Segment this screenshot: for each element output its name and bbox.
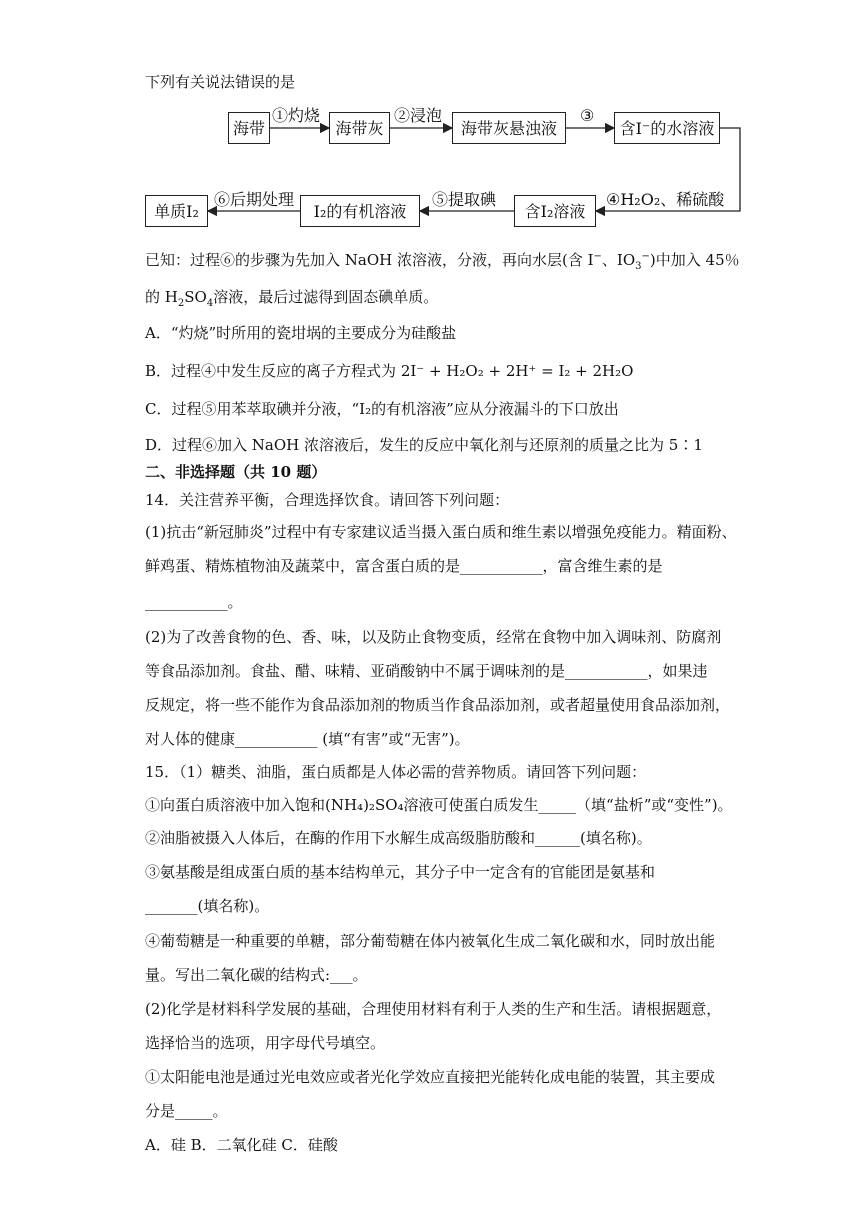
q14-line-2: 鲜鸡蛋、精炼植物油及蔬菜中，富含蛋白质的是___________，富含维生素的是 <box>145 557 663 575</box>
flow-box-ash: 海带灰 <box>329 112 390 144</box>
q15-stem: 15．（1）糖类、油脂，蛋白质都是人体必需的营养物质。请回答下列问题： <box>145 763 647 781</box>
q14-line-1: (1)抗击“新冠肺炎”过程中有专家建议适当摄入蛋白质和维生素以增强免疫能力。精面粉、 <box>145 523 737 541</box>
flow-box-seaweed: 海带 <box>228 112 270 144</box>
option-a: A．“灼烧”时所用的瓷坩埚的主要成分为硅酸盐 <box>145 324 457 342</box>
intro-text: 下列有关说法错误的是 <box>145 73 296 91</box>
q14-line-4: (2)为了改善食物的色、香、味，以及防止食物变质，经常在食物中加入调味剂、防腐剂 <box>145 628 722 646</box>
flow-box-organic-solution: I₂的有机溶液 <box>300 195 420 227</box>
q15-line-4: _______(填名称)。 <box>145 897 270 915</box>
q15-line-9: ①太阳能电池是通过光电效应或者光化学效应直接把光能转化成电能的装置，其主要成 <box>145 1068 716 1086</box>
q15-line-8: 选择恰当的选项，用字母代号填空。 <box>145 1034 386 1052</box>
q15-line-7: (2)化学是材料科学发展的基础，合理使用材料有利于人类的生产和生活。请根据题意， <box>145 1000 722 1018</box>
step-1-label: ①灼烧 <box>272 106 321 125</box>
known-line-1: 已知：过程⑥的步骤为先加入 NaOH 浓溶液，分液，再向水层(含 I−、$IO_3^-$)中加入 45％ <box>145 251 740 272</box>
q15-line-6: 量。写出二氧化碳的结构式:___。 <box>145 966 368 984</box>
q15-line-2: ②油脂被摄入人体后，在酶的作用下水解生成高级脂肪酸和______(填名称)。 <box>145 829 652 847</box>
q14-line-6: 反规定，将一些不能作为食品添加剂的物质当作食品添加剂，或者超量使用食品添加剂， <box>145 696 731 714</box>
q14-line-7: 对人体的健康___________ (填“有害”或“无害”)。 <box>145 730 470 748</box>
step-4-label: ④H₂O₂、稀硫酸 <box>606 190 725 209</box>
q15-line-1: ①向蛋白质溶液中加入饱和(NH₄)₂SO₄溶液可使蛋白质发生_____（填“盐析”或“变性”)。 <box>145 796 733 814</box>
section-heading: 二、非选择题（共 10 题） <box>145 463 327 481</box>
q15-line-3: ③氨基酸是组成蛋白质的基本结构单元，其分子中一定含有的官能团是氨基和 <box>145 863 656 881</box>
option-d: D．过程⑥加入 NaOH 浓溶液后，发生的反应中氧化剂与还原剂的质量之比为 5∶1 <box>145 436 703 454</box>
step-3-label: ③ <box>580 106 595 125</box>
q15-line-10: 分是_____。 <box>145 1102 228 1120</box>
option-b: B．过程④中发生反应的离子方程式为 2I⁻ + H₂O₂ + 2H⁺ = I₂ + 2H₂O <box>145 362 634 380</box>
step-5-label: ⑤提取碘 <box>432 190 497 209</box>
flow-box-iodide-solution: 含I⁻的水溶液 <box>614 112 720 144</box>
q15-line-5: ④葡萄糖是一种重要的单糖，部分葡萄糖在体内被氧化生成二氧化碳和水，同时放出能 <box>145 932 716 950</box>
flow-box-iodine-solution: 含I₂溶液 <box>514 195 596 227</box>
step-6-label: ⑥后期处理 <box>214 190 295 209</box>
flow-box-suspension: 海带灰悬浊液 <box>452 112 566 144</box>
q14-stem: 14．关注营养平衡，合理选择饮食。请回答下列问题： <box>145 491 510 509</box>
q15-line-11: A．硅 B．二氧化硅 C．硅酸 <box>145 1136 338 1154</box>
known-line-2: 的 $H_2SO_4$溶液，最后过滤得到固态碘单质。 <box>145 288 439 309</box>
q14-line-3: ___________。 <box>145 593 243 611</box>
q14-line-5: 等食品添加剂。食盐、醋、味精、亚硝酸钠中不属于调味剂的是___________，如果违 <box>145 662 708 680</box>
flow-box-elemental-iodine: 单质I₂ <box>145 195 208 227</box>
step-2-label: ②浸泡 <box>394 106 443 125</box>
ionic-equation: 2I⁻ + H₂O₂ + 2H⁺ = I₂ + 2H₂O <box>400 362 634 380</box>
option-c: C．过程⑤用苯萃取碘并分液，“I₂的有机溶液”应从分液漏斗的下口放出 <box>145 400 619 418</box>
